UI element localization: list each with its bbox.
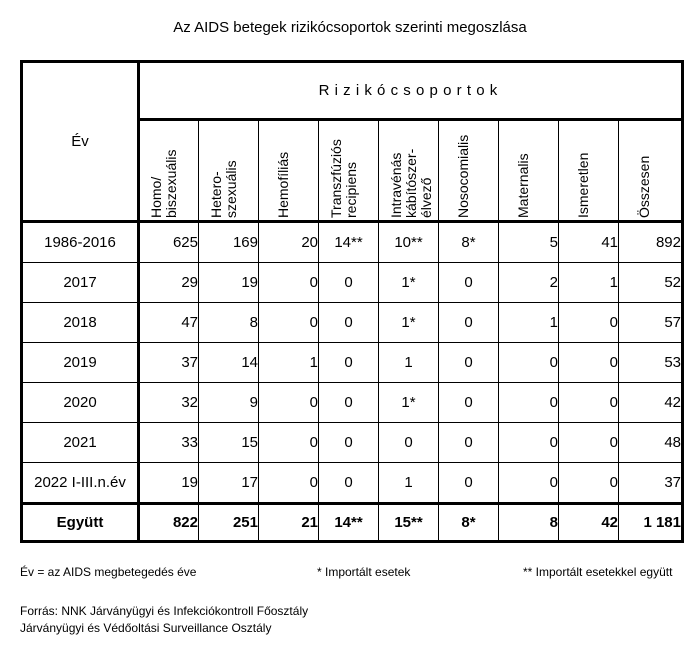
column-header xyxy=(139,120,199,222)
value-cell: 0 xyxy=(259,463,319,504)
column-header xyxy=(379,120,439,222)
value-cell: 14 xyxy=(199,343,259,383)
value-cell: 41 xyxy=(559,222,619,263)
year-cell: 1986-2016 xyxy=(22,222,139,263)
value-cell: 0 xyxy=(319,343,379,383)
value-cell: 47 xyxy=(139,303,199,343)
risk-group-table xyxy=(20,60,684,543)
column-header-label: Homo/ biszexuális xyxy=(148,149,179,218)
value-cell: 33 xyxy=(139,423,199,463)
value-cell: 15** xyxy=(379,504,439,542)
table-title: Az AIDS betegek rizikócsoportok szerinti megoszlása xyxy=(173,19,527,36)
table-row xyxy=(22,343,683,383)
value-cell: 57 xyxy=(619,303,683,343)
column-header xyxy=(499,120,559,222)
value-cell: 0 xyxy=(319,303,379,343)
value-cell: 42 xyxy=(559,504,619,542)
value-cell: 625 xyxy=(139,222,199,263)
value-cell: 1 xyxy=(559,263,619,303)
value-cell: 1 xyxy=(379,343,439,383)
value-cell: 0 xyxy=(439,423,499,463)
value-cell: 251 xyxy=(199,504,259,542)
value-cell: 8* xyxy=(439,504,499,542)
value-cell: 0 xyxy=(559,423,619,463)
value-cell: 0 xyxy=(319,463,379,504)
value-cell: 37 xyxy=(619,463,683,504)
column-header-label: Ismeretlen xyxy=(574,152,591,218)
note-imported-incl: ** Importált esetekkel együtt xyxy=(523,565,673,579)
column-header-label: Maternalis xyxy=(514,153,531,218)
value-cell: 0 xyxy=(259,423,319,463)
column-header xyxy=(259,120,319,222)
source-line-1: Forrás: NNK Járványügyi és Infekciókontroll Főosztály xyxy=(20,604,309,618)
year-cell: 2018 xyxy=(22,303,139,343)
value-cell: 0 xyxy=(379,423,439,463)
column-header xyxy=(439,120,499,222)
value-cell: 0 xyxy=(439,303,499,343)
value-cell: 52 xyxy=(619,263,683,303)
value-cell: 1* xyxy=(379,303,439,343)
value-cell: 15 xyxy=(199,423,259,463)
column-header-label: Intravénás kábítószer- élvező xyxy=(387,148,434,218)
value-cell: 1 xyxy=(499,303,559,343)
column-header-label: Hetero- szexuális xyxy=(207,160,239,218)
value-cell: 8 xyxy=(199,303,259,343)
value-cell: 17 xyxy=(199,463,259,504)
table-body xyxy=(22,222,683,542)
year-cell: 2022 I-III.n.év xyxy=(22,463,139,504)
value-cell: 29 xyxy=(139,263,199,303)
value-cell: 37 xyxy=(139,343,199,383)
value-cell: 53 xyxy=(619,343,683,383)
note-year: Év = az AIDS megbetegedés éve xyxy=(20,565,197,579)
value-cell: 0 xyxy=(439,343,499,383)
value-cell: 0 xyxy=(559,463,619,504)
value-cell: 8 xyxy=(499,504,559,542)
value-cell: 1* xyxy=(379,263,439,303)
value-cell: 32 xyxy=(139,383,199,423)
value-cell: 0 xyxy=(259,303,319,343)
value-cell: 14** xyxy=(319,222,379,263)
value-cell: 8* xyxy=(439,222,499,263)
value-cell: 19 xyxy=(139,463,199,504)
value-cell: 1 xyxy=(379,463,439,504)
table-row xyxy=(22,263,683,303)
value-cell: 2 xyxy=(499,263,559,303)
value-cell: 0 xyxy=(559,303,619,343)
note-imported: * Importált esetek xyxy=(317,565,411,579)
column-header-label: Nosocomialis xyxy=(454,134,471,218)
value-cell: 9 xyxy=(199,383,259,423)
year-cell: Együtt xyxy=(22,504,139,542)
value-cell: 48 xyxy=(619,423,683,463)
year-cell: 2020 xyxy=(22,383,139,423)
value-cell: 0 xyxy=(499,423,559,463)
value-cell: 0 xyxy=(319,383,379,423)
column-header-label: Transzfúziós recipiens xyxy=(327,139,359,218)
value-cell: 169 xyxy=(199,222,259,263)
value-cell: 14** xyxy=(319,504,379,542)
table-row xyxy=(22,463,683,504)
value-cell: 1 181 xyxy=(619,504,683,542)
value-cell: 822 xyxy=(139,504,199,542)
source-line-2: Járványügyi és Védőoltási Surveillance Osztály xyxy=(20,621,272,635)
value-cell: 0 xyxy=(439,383,499,423)
value-cell: 0 xyxy=(319,423,379,463)
value-cell: 1 xyxy=(259,343,319,383)
year-cell: 2019 xyxy=(22,343,139,383)
value-cell: 20 xyxy=(259,222,319,263)
value-cell: 5 xyxy=(499,222,559,263)
column-header-label: Hemofíliás xyxy=(274,151,291,218)
value-cell: 42 xyxy=(619,383,683,423)
value-cell: 0 xyxy=(499,463,559,504)
value-cell: 0 xyxy=(559,343,619,383)
value-cell: 19 xyxy=(199,263,259,303)
value-cell: 0 xyxy=(439,463,499,504)
total-row xyxy=(22,504,683,542)
value-cell: 10** xyxy=(379,222,439,263)
table-row xyxy=(22,222,683,263)
column-header xyxy=(319,120,379,222)
value-cell: 0 xyxy=(439,263,499,303)
column-header xyxy=(559,120,619,222)
value-cell: 21 xyxy=(259,504,319,542)
column-header xyxy=(199,120,259,222)
value-cell: 0 xyxy=(499,383,559,423)
column-header-label: Összesen xyxy=(636,155,652,218)
table-row xyxy=(22,383,683,423)
risk-group-header: Rizikócsoportok xyxy=(139,62,683,120)
column-header xyxy=(619,120,683,222)
table-row xyxy=(22,423,683,463)
value-cell: 892 xyxy=(619,222,683,263)
value-cell: 1* xyxy=(379,383,439,423)
year-cell: 2021 xyxy=(22,423,139,463)
value-cell: 0 xyxy=(319,263,379,303)
table-row xyxy=(22,303,683,343)
year-header: Év xyxy=(22,62,139,222)
value-cell: 0 xyxy=(559,383,619,423)
year-cell: 2017 xyxy=(22,263,139,303)
value-cell: 0 xyxy=(499,343,559,383)
value-cell: 0 xyxy=(259,263,319,303)
value-cell: 0 xyxy=(259,383,319,423)
